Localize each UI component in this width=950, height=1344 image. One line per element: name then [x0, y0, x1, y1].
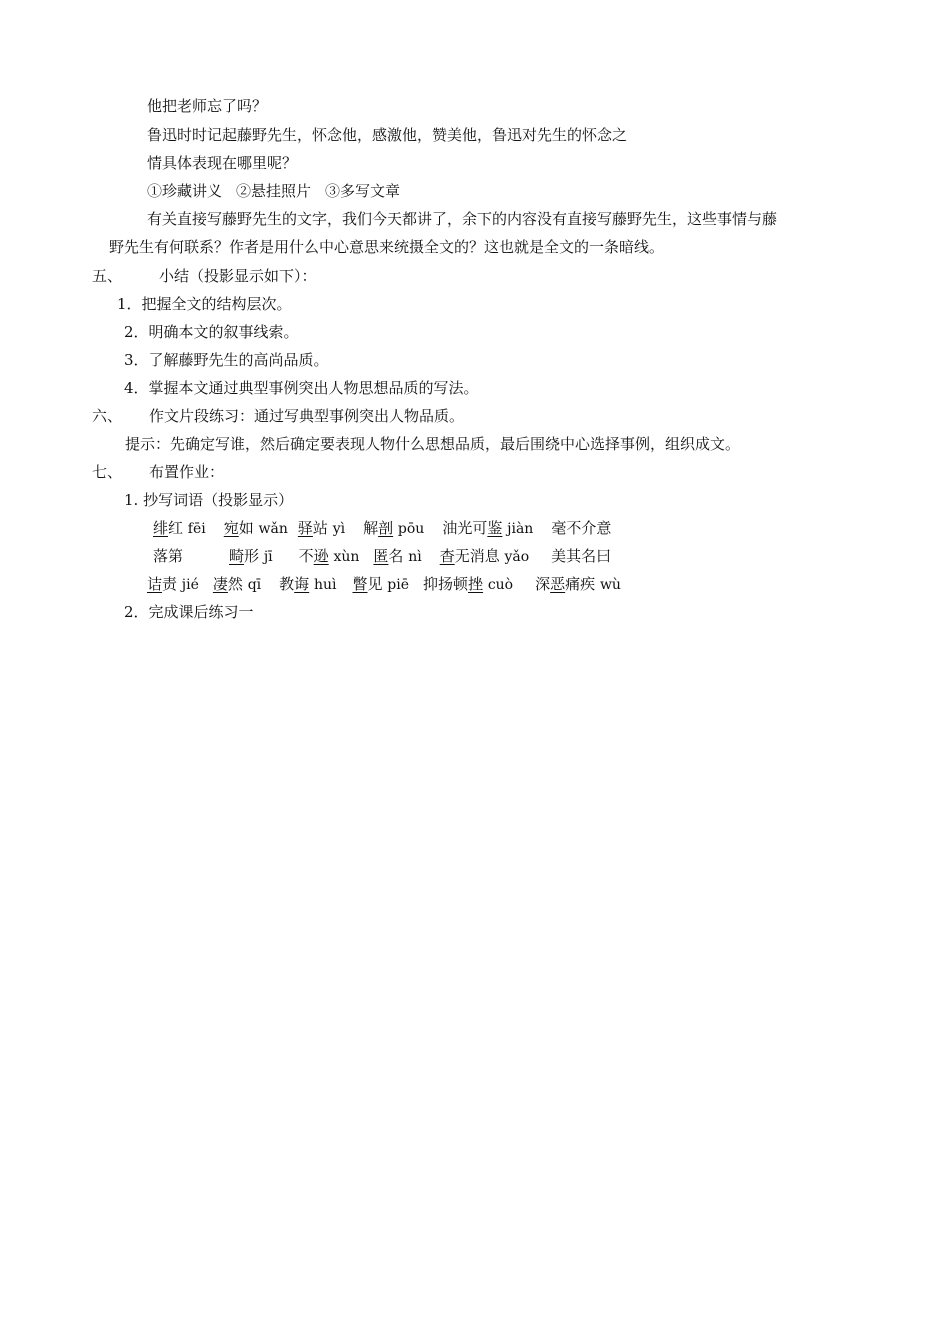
- section-5-number: 五、: [92, 267, 123, 285]
- pinyin: cuò: [487, 577, 514, 593]
- vocab-row-1: [153, 518, 611, 538]
- vocab-word: 美其名曰: [551, 547, 612, 565]
- vocab-word: 驿站 yì: [297, 519, 346, 537]
- question-forgot-teacher: 他把老师忘了吗？: [147, 97, 268, 115]
- pinyin: huì: [313, 577, 337, 593]
- pinyin: pōu: [397, 521, 425, 537]
- vocab-word: 落第: [153, 547, 184, 565]
- vocab-word: 不逊 xùn: [298, 547, 360, 565]
- section-7-title: 布置作业：: [149, 463, 225, 481]
- pinyin: qī: [247, 577, 262, 593]
- item-photo: ②悬挂照片: [236, 182, 312, 200]
- vocab-word: 解剖 pōu: [363, 519, 425, 537]
- item-lecture-notes: ①珍藏讲义: [147, 182, 223, 200]
- summary-item-2: 2．明确本文的叙事线索。: [124, 323, 299, 341]
- item-articles: ③多写文章: [325, 182, 401, 200]
- summary-item-1: 1．把握全文的结构层次。: [117, 295, 292, 313]
- writing-hint: 提示：先确定写谁，然后确定要表现人物什么思想品质，最后围绕中心选择事例，组织成文。: [125, 435, 741, 453]
- summary-item-4: 4．掌握本文通过典型事例突出人物思想品质的写法。: [124, 379, 479, 397]
- vocab-word: 绯红 fēi: [153, 519, 206, 537]
- pinyin: nì: [408, 549, 422, 565]
- section-7-number: 七、: [92, 463, 123, 481]
- paragraph-hidden-line-1: 有关直接写藤野先生的文字，我们今天都讲了，余下的内容没有直接写藤野先生，这些事情与藤: [147, 210, 778, 228]
- vocab-row-3: [147, 574, 621, 594]
- vocab-word: 教诲 huì: [279, 575, 337, 593]
- vocab-word: 畸形 jī: [229, 547, 273, 565]
- vocab-word: 宛如 wǎn: [223, 519, 288, 537]
- pinyin: xùn: [333, 549, 360, 565]
- pinyin: wù: [599, 577, 621, 593]
- homework-item-1: 1. 抄写词语（投影显示）: [124, 491, 294, 509]
- section-6-title: 作文片段练习：通过写典型事例突出人物品质。: [149, 407, 465, 425]
- vocab-word: 抑扬顿挫 cuò: [423, 575, 514, 593]
- pinyin: piē: [387, 577, 410, 593]
- vocab-word: 瞥见 piē: [352, 575, 410, 593]
- vocab-row-2: [153, 546, 611, 566]
- pinyin: yǎo: [504, 549, 530, 565]
- pinyin: wǎn: [258, 521, 288, 537]
- remembrance-items: [147, 181, 400, 201]
- question-remember-line-2: 情具体表现在哪里呢？: [147, 154, 298, 172]
- vocab-word: 凄然 qī: [212, 575, 262, 593]
- vocab-word: 油光可鉴 jiàn: [442, 519, 534, 537]
- vocab-word: 深恶痛疾 wù: [535, 575, 621, 593]
- vocab-word: 诘责 jié: [147, 575, 199, 593]
- question-remember-line: 鲁迅时时记起藤野先生，怀念他，感激他，赞美他，鲁迅对先生的怀念之: [147, 126, 628, 144]
- vocab-word: 毫不介意: [551, 519, 612, 537]
- pinyin: fēi: [187, 521, 206, 537]
- homework-item-2: 2．完成课后练习一: [124, 603, 254, 621]
- pinyin: jié: [181, 577, 199, 593]
- vocab-word: 杳无消息 yǎo: [439, 547, 530, 565]
- section-5-title: 小结（投影显示如下）：: [159, 267, 317, 285]
- summary-item-3: 3．了解藤野先生的高尚品质。: [124, 351, 329, 369]
- pinyin: yì: [332, 521, 346, 537]
- paragraph-hidden-line-2: 野先生有何联系？作者是用什么中心意思来统摄全文的？这也就是全文的一条暗线。: [109, 238, 665, 256]
- pinyin: jiàn: [507, 521, 534, 537]
- pinyin: jī: [263, 549, 273, 565]
- section-6-number: 六、: [92, 407, 123, 425]
- vocab-word: 匿名 nì: [373, 547, 422, 565]
